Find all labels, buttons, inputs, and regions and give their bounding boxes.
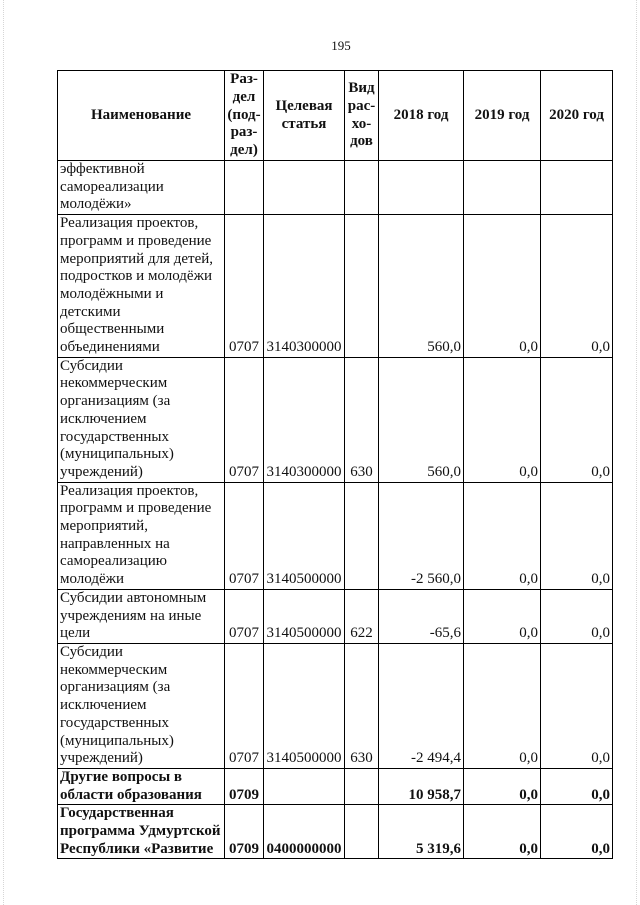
cell-name: Субсидии автономным учреждениям на иные цели — [58, 589, 225, 643]
cell-2018: -2 494,4 — [379, 643, 464, 768]
scan-edge-right — [636, 0, 637, 905]
cell-2018: -2 560,0 — [379, 482, 464, 589]
cell-2019: 0,0 — [464, 643, 541, 768]
cell-2020: 0,0 — [541, 357, 613, 482]
cell-name: эффективной самореализации молодёжи» — [58, 161, 225, 215]
cell-2019 — [464, 161, 541, 215]
cell-2020 — [541, 161, 613, 215]
cell-target-article: 3140300000 — [264, 357, 345, 482]
cell-2019: 0,0 — [464, 768, 541, 804]
cell-2018: 560,0 — [379, 357, 464, 482]
header-2020: 2020 год — [541, 71, 613, 161]
cell-expense-type: 622 — [345, 589, 379, 643]
table-row — [58, 589, 613, 643]
cell-section: 0707 — [225, 589, 264, 643]
header-section: Раз- дел (под- раз- дел) — [225, 71, 264, 161]
cell-expense-type — [345, 215, 379, 358]
cell-2020: 0,0 — [541, 805, 613, 859]
budget-table — [57, 70, 613, 859]
header-row — [58, 71, 613, 161]
header-target-article: Целевая статья — [264, 71, 345, 161]
table-row — [58, 357, 613, 482]
table-row — [58, 215, 613, 358]
cell-2018 — [379, 161, 464, 215]
cell-2020: 0,0 — [541, 643, 613, 768]
cell-target-article: 3140500000 — [264, 482, 345, 589]
cell-target-article — [264, 161, 345, 215]
cell-name: Субсидии некоммерческим организациям (за исключением государственных (муниципальных) учреждений) — [58, 357, 225, 482]
table-row — [58, 643, 613, 768]
cell-name: Субсидии некоммерческим организациям (за исключением государственных (муниципальных) учреждений) — [58, 643, 225, 768]
table-row — [58, 161, 613, 215]
header-expense-type: Вид рас- хо- дов — [345, 71, 379, 161]
header-name: Наименование — [58, 71, 225, 161]
cell-2019: 0,0 — [464, 215, 541, 358]
scan-edge-left — [3, 0, 4, 905]
cell-2019: 0,0 — [464, 357, 541, 482]
cell-target-article — [264, 768, 345, 804]
cell-2018: -65,6 — [379, 589, 464, 643]
cell-target-article: 0400000000 — [264, 805, 345, 859]
page-number: 195 — [331, 38, 351, 53]
cell-expense-type — [345, 805, 379, 859]
cell-2020: 0,0 — [541, 589, 613, 643]
cell-name: Реализация проектов, программ и проведение мероприятий для детей, подростков и молодёжи молодёжными и детскими общественными объединениями — [58, 215, 225, 358]
cell-target-article: 3140500000 — [264, 589, 345, 643]
cell-2018: 10 958,7 — [379, 768, 464, 804]
cell-2018: 560,0 — [379, 215, 464, 358]
cell-name: Государственная программа Удмуртской Республики «Развитие — [58, 805, 225, 859]
cell-expense-type: 630 — [345, 357, 379, 482]
cell-section: 0707 — [225, 357, 264, 482]
cell-2020: 0,0 — [541, 482, 613, 589]
table-row-total — [58, 768, 613, 804]
cell-name: Другие вопросы в области образования — [58, 768, 225, 804]
cell-expense-type: 630 — [345, 643, 379, 768]
cell-expense-type — [345, 768, 379, 804]
header-2018: 2018 год — [379, 71, 464, 161]
cell-target-article: 3140300000 — [264, 215, 345, 358]
cell-2020: 0,0 — [541, 768, 613, 804]
header-2019: 2019 год — [464, 71, 541, 161]
cell-2019: 0,0 — [464, 589, 541, 643]
cell-section: 0707 — [225, 482, 264, 589]
cell-2018: 5 319,6 — [379, 805, 464, 859]
cell-section: 0709 — [225, 768, 264, 804]
cell-section: 0707 — [225, 215, 264, 358]
table-row-total — [58, 805, 613, 859]
cell-name: Реализация проектов, программ и проведение мероприятий, направленных на самореализацию молодёжи — [58, 482, 225, 589]
cell-2020: 0,0 — [541, 215, 613, 358]
cell-target-article: 3140500000 — [264, 643, 345, 768]
cell-2019: 0,0 — [464, 805, 541, 859]
table-row — [58, 482, 613, 589]
cell-2019: 0,0 — [464, 482, 541, 589]
cell-expense-type — [345, 482, 379, 589]
cell-expense-type — [345, 161, 379, 215]
cell-section: 0707 — [225, 643, 264, 768]
cell-section: 0709 — [225, 805, 264, 859]
cell-section — [225, 161, 264, 215]
